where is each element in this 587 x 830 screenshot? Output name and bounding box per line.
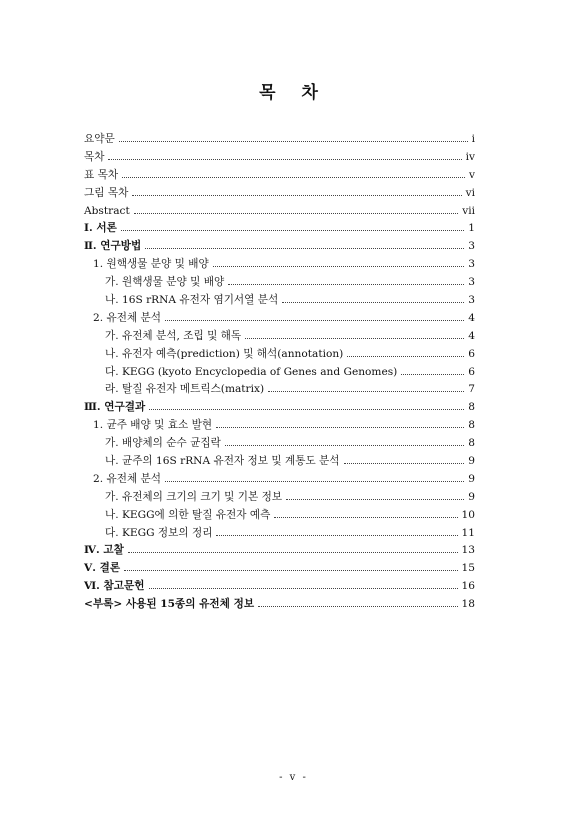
toc-dot-leader [149,588,458,589]
toc-entry-label: 다. KEGG 정보의 정리 [105,526,213,539]
toc-entry-label: 요약문 [84,133,115,145]
toc-entry-page: i [471,133,475,145]
toc-entry[interactable] [84,381,475,399]
toc-entry-label: 목차 [84,150,105,163]
toc-entry[interactable] [84,489,475,507]
toc-entry-label: 나. 균주의 16S rRNA 유전자 정보 및 계통도 분석 [105,455,340,468]
toc-entry-page: 6 [468,347,475,360]
toc-dot-leader [145,248,464,249]
toc-entry[interactable] [84,596,475,614]
toc-entry-page: 9 [468,455,475,468]
toc-entry[interactable] [84,256,475,274]
toc-entry[interactable] [84,274,475,292]
toc-entry-page: 1 [468,222,475,235]
toc-entry-label: 가. 배양체의 순수 균집락 [105,437,221,450]
toc-entry-page: 11 [461,526,475,539]
toc-entry-label: 라. 탈질 유전자 메트릭스(matrix) [105,383,265,396]
toc-entry[interactable] [84,578,475,596]
toc-entry-page: 9 [468,490,475,503]
toc-entry[interactable] [84,542,475,560]
toc-entry-label: 나. 16S rRNA 유전자 염기서열 분석 [105,294,279,307]
toc-dot-leader [286,499,464,500]
toc-entry[interactable] [84,167,475,185]
toc-entry-page: 8 [468,437,475,450]
toc-dot-leader [121,230,464,231]
toc-entry-page: 10 [461,508,475,521]
toc-entry-label: 가. 원핵생물 분양 및 배양 [105,276,225,289]
toc-entry-page: 4 [468,311,475,324]
toc-dot-leader [124,570,457,571]
toc-dot-leader [216,427,464,428]
toc-entry[interactable] [84,149,475,167]
toc-dot-leader [128,552,458,553]
toc-entry-label: 가. 유전체의 크기의 크기 및 기본 정보 [105,490,283,503]
toc-entry-page: vi [465,186,475,199]
toc-entry-label: 그림 목차 [84,186,129,199]
toc-entry[interactable] [84,328,475,346]
toc-dot-leader [134,213,459,214]
toc-entry[interactable] [84,560,475,578]
toc-entry[interactable] [84,364,475,382]
toc-entry-label: Ⅰ. 서론 [84,222,117,235]
toc-entry-label: 표 목차 [84,168,119,181]
toc-dot-leader [165,481,464,482]
toc-entry-label: Ⅵ. 참고문헌 [84,580,145,593]
toc-entry-label: 나. KEGG에 의한 탈질 유전자 예측 [105,508,271,521]
toc-entry[interactable] [84,417,475,435]
toc-entry[interactable] [84,238,475,256]
toc-entry-page: iv [465,150,475,163]
toc-entry[interactable] [84,471,475,489]
toc-entry[interactable] [84,525,475,543]
toc-dot-leader [228,284,464,285]
page-title: 목 차 [259,83,328,103]
toc-entry[interactable] [84,346,475,364]
toc-dot-leader [347,356,464,357]
toc-entry-label: 나. 유전자 예측(prediction) 및 해석(annotation) [105,347,344,360]
toc-dot-leader [119,141,468,142]
toc-entry-label: 1. 균주 배양 및 효소 발현 [93,419,213,432]
toc-entry[interactable] [84,292,475,310]
toc-entry-page: 16 [461,580,475,593]
toc-entry-page: 9 [468,472,475,485]
toc-entry-label: 2. 유전체 분석 [93,472,162,485]
page-number: - v - [279,772,308,783]
toc-entry-page: vii [462,204,475,217]
toc-entry[interactable] [84,453,475,471]
toc-entry-page: 4 [468,329,475,342]
toc-dot-leader [401,374,464,375]
toc-entry-page: 15 [461,562,475,575]
toc-dot-leader [258,606,457,607]
toc-entry-page: 3 [468,240,475,253]
toc-entry[interactable] [84,310,475,328]
toc-entry-label: Ⅳ. 고찰 [84,544,124,557]
toc-entry-label: Abstract [84,204,130,217]
toc-entry-page: 18 [461,598,475,611]
toc-dot-leader [149,409,464,410]
toc-entry[interactable] [84,131,475,149]
toc-entry[interactable] [84,507,475,525]
toc-entry-label: 가. 유전체 분석, 조립 및 해독 [105,329,242,342]
toc-entry-label: <부록> 사용된 15종의 유전체 정보 [84,598,255,611]
toc-entry-label: 2. 유전체 분석 [93,311,162,324]
toc-entry-page: v [469,168,475,181]
toc-dot-leader [165,320,464,321]
toc-dot-leader [213,266,465,267]
toc-entry-label: Ⅲ. 연구결과 [84,401,146,414]
toc-entry-label: Ⅴ. 결론 [84,562,121,575]
toc-entry-label: 다. KEGG (kyoto Encyclopedia of Genes and Genomes) [105,365,398,378]
toc-entry[interactable] [84,203,475,221]
toc-entry-page: 3 [468,276,475,289]
toc-dot-leader [344,463,465,464]
toc-entry-page: 13 [461,544,475,557]
toc-entry[interactable] [84,220,475,238]
toc-entry[interactable] [84,399,475,417]
toc-entry-page: 8 [468,419,475,432]
toc-entry-page: 3 [468,294,475,307]
toc-dot-leader [274,517,457,518]
toc-dot-leader [132,195,461,196]
toc-entry-page: 6 [468,365,475,378]
toc-dot-leader [268,391,464,392]
toc-entry[interactable] [84,185,475,203]
toc-dot-leader [216,535,457,536]
toc-entry-page: 8 [468,401,475,414]
toc-entry-page: 3 [468,258,475,271]
toc-entry-label: 1. 원핵생물 분양 및 배양 [93,258,209,271]
toc-dot-leader [282,302,464,303]
table-of-contents [84,131,475,614]
toc-entry[interactable] [84,435,475,453]
toc-dot-leader [122,177,465,178]
toc-dot-leader [245,338,464,339]
toc-entry-label: Ⅱ. 연구방법 [84,240,142,253]
toc-dot-leader [108,159,461,160]
toc-dot-leader [225,445,464,446]
toc-entry-page: 7 [468,383,475,396]
